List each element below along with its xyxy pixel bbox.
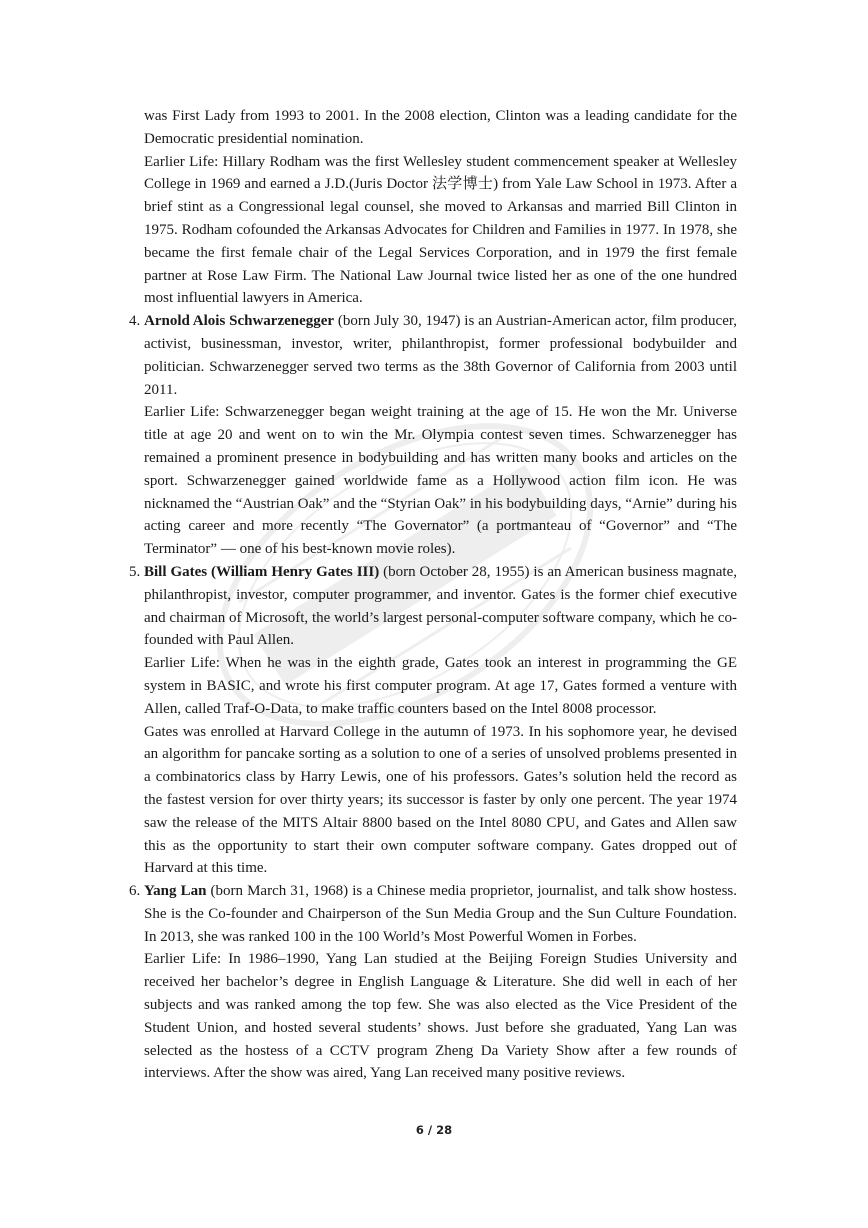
intro-paragraph: Earlier Life: Hillary Rodham was the first Wellesley student commencement speaker at Wellesley College in 1969 and earned a J.D.(Juris Doctor 法学博士) from Yale Law School in 1973. After a brief stint as a Congressional legal counsel, she moved to Arkansas and married Bill Clinton in 1975. Rodham cofounded the Arkansas Advocates for Children and Families in 1977. In 1978, she became the first female chair of the Legal Services Corporation, and in 1979 the first female partner at Rose Law Firm. The National Law Journal twice listed her as one of the one hundred most influential lawyers in America. [144,153,737,307]
person-name: Yang Lan [144,883,207,900]
item-paragraph: Earlier Life: When he was in the eighth grade, Gates took an interest in programming the GE system in BASIC, and wrote his first computer program. At age 17, Gates formed a venture with Allen, called Traf-O-Data, to make traffic counters based on the Intel 8008 processor. [144,655,737,717]
item-paragraph: Gates was enrolled at Harvard College in the autumn of 1973. In his sophomore year, he devised an algorithm for pancake sorting as a solution to one of a series of unsolved problems presented in a combinatorics class by Harry Lewis, one of his professors. Gates’s solution held the record as the fastest version for over thirty years; its successor is faster by only one percent. The year 1974 saw the release of the MITS Altair 8800 based on the Intel 8080 CPU, and Gates and Allen saw this as the opportunity to start their own computer software company. Gates dropped out of Harvard at this time. [144,723,737,877]
list-item [129,880,737,1085]
item-lead-text: (born July 30, 1947) is an Austrian-American actor, film producer, activist, businessman, investor, writer, philanthropist, former professional bodybuilder and politician. Schwarzenegger served two terms as the 38th Governor of California from 2003 until 2011. [144,313,737,398]
item-paragraph: Earlier Life: Schwarzenegger began weight training at the age of 15. He won the Mr. Universe title at age 20 and went on to win the Mr. Olympia contest seven times. Schwarzenegger has remained a prominent presence in bodybuilding and has written many books and articles on the sport. Schwarzenegger gained worldwide fame as a Hollywood action film icon. He was nicknamed the “Austrian Oak” and the “Styrian Oak” in his bodybuilding days, “Arnie” during his acting career and more recently “The Governator” (a portmanteau of “Governor” and “The Terminator” — one of his best-known movie roles). [144,404,737,558]
item-number: 4. [129,313,141,330]
person-name: Bill Gates (William Henry Gates III) [144,563,380,580]
item-number: 5. [129,563,141,580]
main-text [129,105,737,1085]
page-number: 6 / 28 [415,1123,453,1137]
list-item [129,310,737,561]
item-number: 6. [129,883,141,900]
person-name: Arnold Alois Schwarzenegger [144,313,335,330]
list-item [129,561,737,880]
item-lead-text: (born October 28, 1955) is an American business magnate, philanthropist, investor, computer programmer, and inventor. Gates is the former chief executive and chairman of Microsoft, the world’s largest personal-computer software company, which he co-founded with Paul Allen. [144,563,737,649]
intro-paragraph: was First Lady from 1993 to 2001. In the 2008 election, Clinton was a leading candidate for the Democratic presidential nomination. [144,108,737,147]
item-paragraph: Earlier Life: In 1986–1990, Yang Lan studied at the Beijing Foreign Studies University and received her bachelor’s degree in English Language & Literature. She did well in each of her subjects and was ranked among the top few. She was also elected as the Vice President of the Student Union, and hosted several students’ shows. Just before she graduated, Yang Lan was selected as the hostess of a CCTV program Zheng Da Variety Show after a few rounds of interviews. After the show was aired, Yang Lan received many positive reviews. [144,951,737,1082]
item-lead-text: (born March 31, 1968) is a Chinese media proprietor, journalist, and talk show hostess. She is the Co-founder and Chairperson of the Sun Media Group and the Sun Culture Foundation. In 2013, she was ranked 100 in the 100 World’s Most Powerful Women in Forbes. [144,883,737,945]
